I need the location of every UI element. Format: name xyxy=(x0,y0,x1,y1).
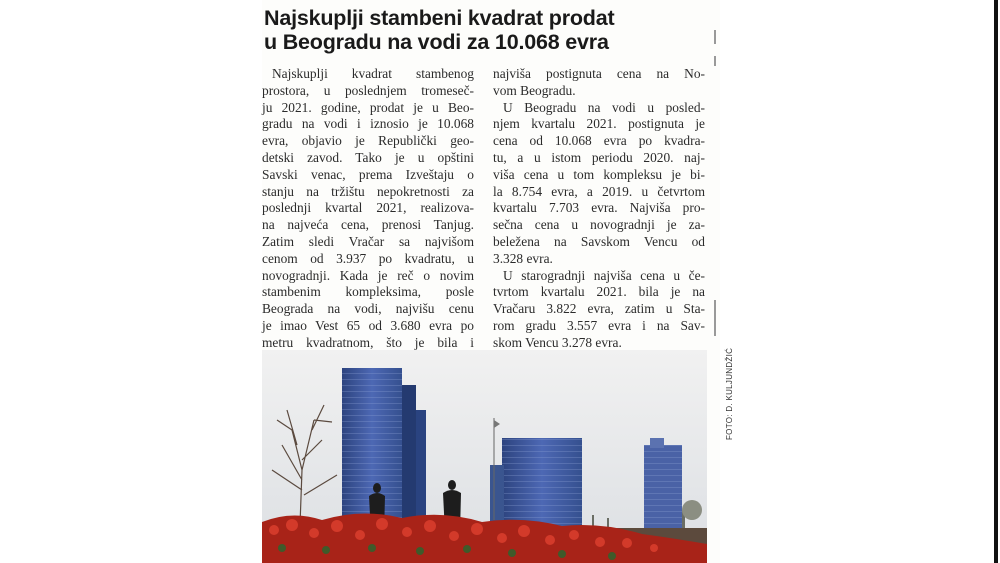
text-line: Zatim sledi Vračar sa najvišom xyxy=(262,233,474,249)
text-line: tvrtom kvartalu 2021. bila je na xyxy=(493,284,705,300)
right-margin xyxy=(720,0,1000,563)
photo-credit xyxy=(716,347,734,442)
text-line: Vračaru 3.822 evra, zatim u Sta- xyxy=(493,301,705,317)
text-line: najviša postignuta cena na No- xyxy=(493,66,705,81)
text-line: poslednji kvartal 2021, realizova- xyxy=(262,200,474,216)
belgrade-waterfront-photo xyxy=(262,350,707,563)
left-margin xyxy=(0,0,262,563)
text-line: detski zavod. Tako je u opštini xyxy=(262,149,474,165)
text-line: je imao Vest 65 od 3.680 evra po xyxy=(262,317,474,333)
text-line: cenom od 3.937 po kvadratu, u xyxy=(262,250,474,266)
scan-artifact xyxy=(714,56,716,66)
text-line: prostora, u poslednjem tromeseč- xyxy=(262,82,474,98)
text-line: Savski venac, prema Izveštaju o xyxy=(262,166,474,182)
text-line: njem kvartalu 2021. postignuta je xyxy=(493,116,705,132)
text-line: rom gradu 3.557 evra i na Sav- xyxy=(493,317,705,333)
headline-line: Najskuplji stambeni kvadrat prodat xyxy=(264,6,615,30)
text-line: U Beogradu na vodi u posled- xyxy=(503,99,705,115)
article-headline xyxy=(264,6,716,54)
window-edge xyxy=(994,0,998,563)
text-line: 3.328 evra. xyxy=(493,250,553,266)
text-line: viša cena u tom kompleksu je bi- xyxy=(493,166,705,182)
text-line: U starogradnji najviša cena u če- xyxy=(503,267,705,283)
text-line: Beograda na vodi, najvišu cenu xyxy=(262,301,474,317)
photo-credit-text: FOTO: D. KULJUNDŽIĆ xyxy=(725,347,734,440)
text-line: sečna cena u novogradnji je za- xyxy=(493,217,705,233)
scan-artifact xyxy=(714,30,716,44)
text-line: evra, objavio je Republički geo- xyxy=(262,133,474,149)
text-line: novogradnji. Kada je reč o novim xyxy=(262,267,474,283)
text-line: ju 2021. godine, prodat je u Beo- xyxy=(262,99,474,115)
text-line: gradu na vodi i iznosio je 10.068 xyxy=(262,116,474,132)
text-line: stanju na tržištu nepokretnosti za xyxy=(262,183,474,199)
text-line: cena od 10.068 evra po kvadra- xyxy=(493,133,705,149)
article-column-right xyxy=(493,66,705,352)
text-line: skom Vencu 3.278 evra. xyxy=(493,334,622,350)
newspaper-clipping xyxy=(262,0,734,563)
text-line: na najveća cena, prenosi Tanjug. xyxy=(262,217,474,233)
text-line: beležena na Savskom Vencu od xyxy=(493,233,705,249)
scan-artifact xyxy=(714,300,716,336)
text-line: metru kvadratnom, što je bila i xyxy=(262,334,474,350)
text-line: tu, a u istom periodu 2020. naj- xyxy=(493,149,705,165)
text-line: vom Beogradu. xyxy=(493,82,576,98)
text-line: kvartalu 7.703 evra. Najviša pro- xyxy=(493,200,705,216)
text-line: la 8.754 evra, a 2019. u četvrtom xyxy=(493,183,705,199)
text-line: stambenim kompleksima, posle xyxy=(262,284,474,300)
headline-line: u Beogradu na vodi za 10.068 evra xyxy=(264,30,609,54)
text-line: Najskuplji kvadrat stambenog xyxy=(272,66,474,81)
tower-distant xyxy=(644,438,682,530)
article-column-left xyxy=(262,66,474,352)
